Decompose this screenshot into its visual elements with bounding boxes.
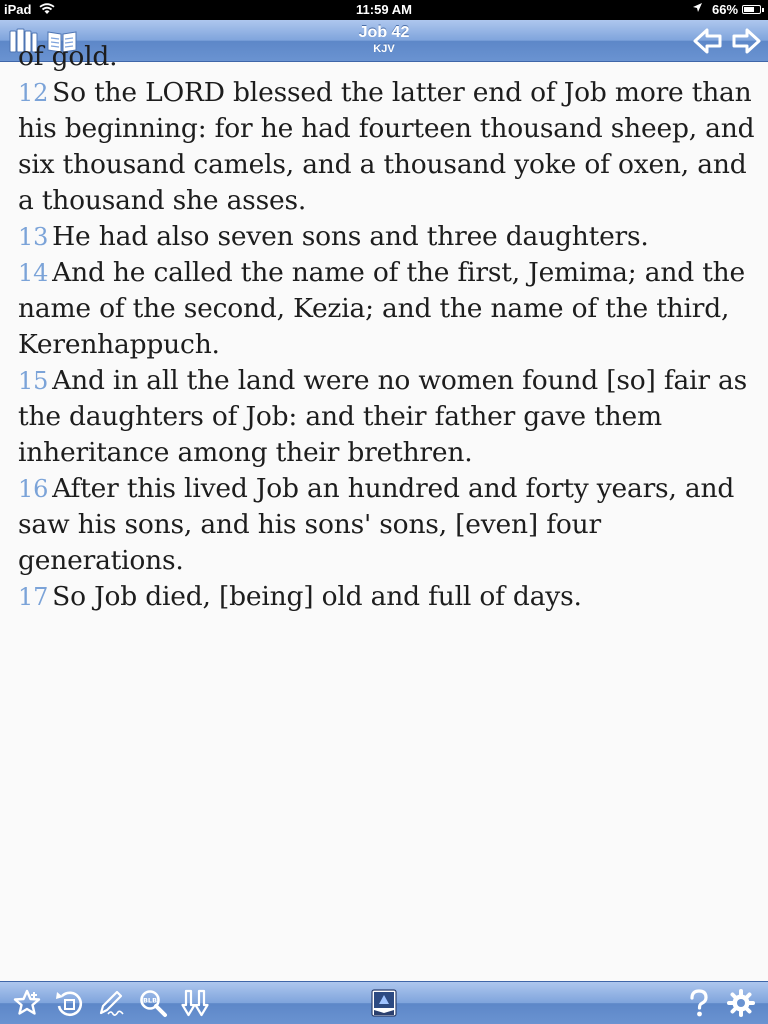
verse-17[interactable] — [18, 579, 758, 615]
bottom-toolbar — [0, 981, 768, 1024]
clock: 11:59 AM — [356, 2, 412, 17]
verse-text: So the LORD blessed the latter end of Job more than his beginning: for he had fourteen thousand sheep, and six thousand camels, and a thousand yoke of oxen, and a thousand she asses. — [18, 77, 755, 216]
verse-text: And in all the land were no women found [so] fair as the daughters of Job: and their father gave them inheritance among their brethren. — [18, 365, 748, 468]
verse-text: He had also seven sons and three daughters. — [52, 221, 649, 252]
verse-13[interactable] — [18, 219, 758, 255]
verse-number: 17 — [18, 583, 49, 611]
battery-percent: 66% — [712, 2, 739, 17]
help-icon[interactable] — [684, 988, 714, 1018]
status-bar — [0, 0, 768, 20]
verse-16[interactable] — [18, 471, 758, 579]
verse-text: So Job died, [being] old and full of days. — [52, 581, 582, 612]
search-icon[interactable] — [138, 988, 168, 1018]
verse-number: 15 — [18, 367, 49, 395]
battery-icon — [742, 5, 761, 14]
scroll-down-icon[interactable] — [180, 988, 210, 1018]
history-icon[interactable] — [54, 988, 84, 1018]
settings-icon[interactable] — [726, 988, 756, 1018]
verse-number: 14 — [18, 259, 49, 287]
bible-version[interactable]: KJV — [373, 43, 395, 55]
verse-number: 16 — [18, 475, 49, 503]
add-bookmark-icon[interactable] — [12, 988, 42, 1018]
verse-text: And he called the name of the first, Jemima; and the name of the second, Kezia; and the name of the third, Kerenhappuch. — [18, 257, 745, 360]
search-badge: BLB — [142, 996, 158, 1005]
device-label: iPad — [4, 2, 32, 17]
verse-number: 12 — [18, 79, 49, 107]
verse-12[interactable] — [18, 75, 758, 219]
page-title: Job 42 — [358, 24, 410, 41]
verse-15[interactable] — [18, 363, 758, 471]
notes-icon[interactable] — [96, 988, 126, 1018]
cut-off-line: of gold. — [18, 41, 118, 72]
verse-14[interactable] — [18, 255, 758, 363]
location-icon — [692, 2, 703, 16]
verse-text: After this lived Job an hundred and forty years, and saw his sons, and his sons' sons, [even] four generations. — [18, 473, 735, 576]
verse-number: 13 — [18, 223, 49, 251]
app-logo-icon[interactable] — [369, 988, 399, 1018]
chapter-text — [18, 39, 758, 615]
